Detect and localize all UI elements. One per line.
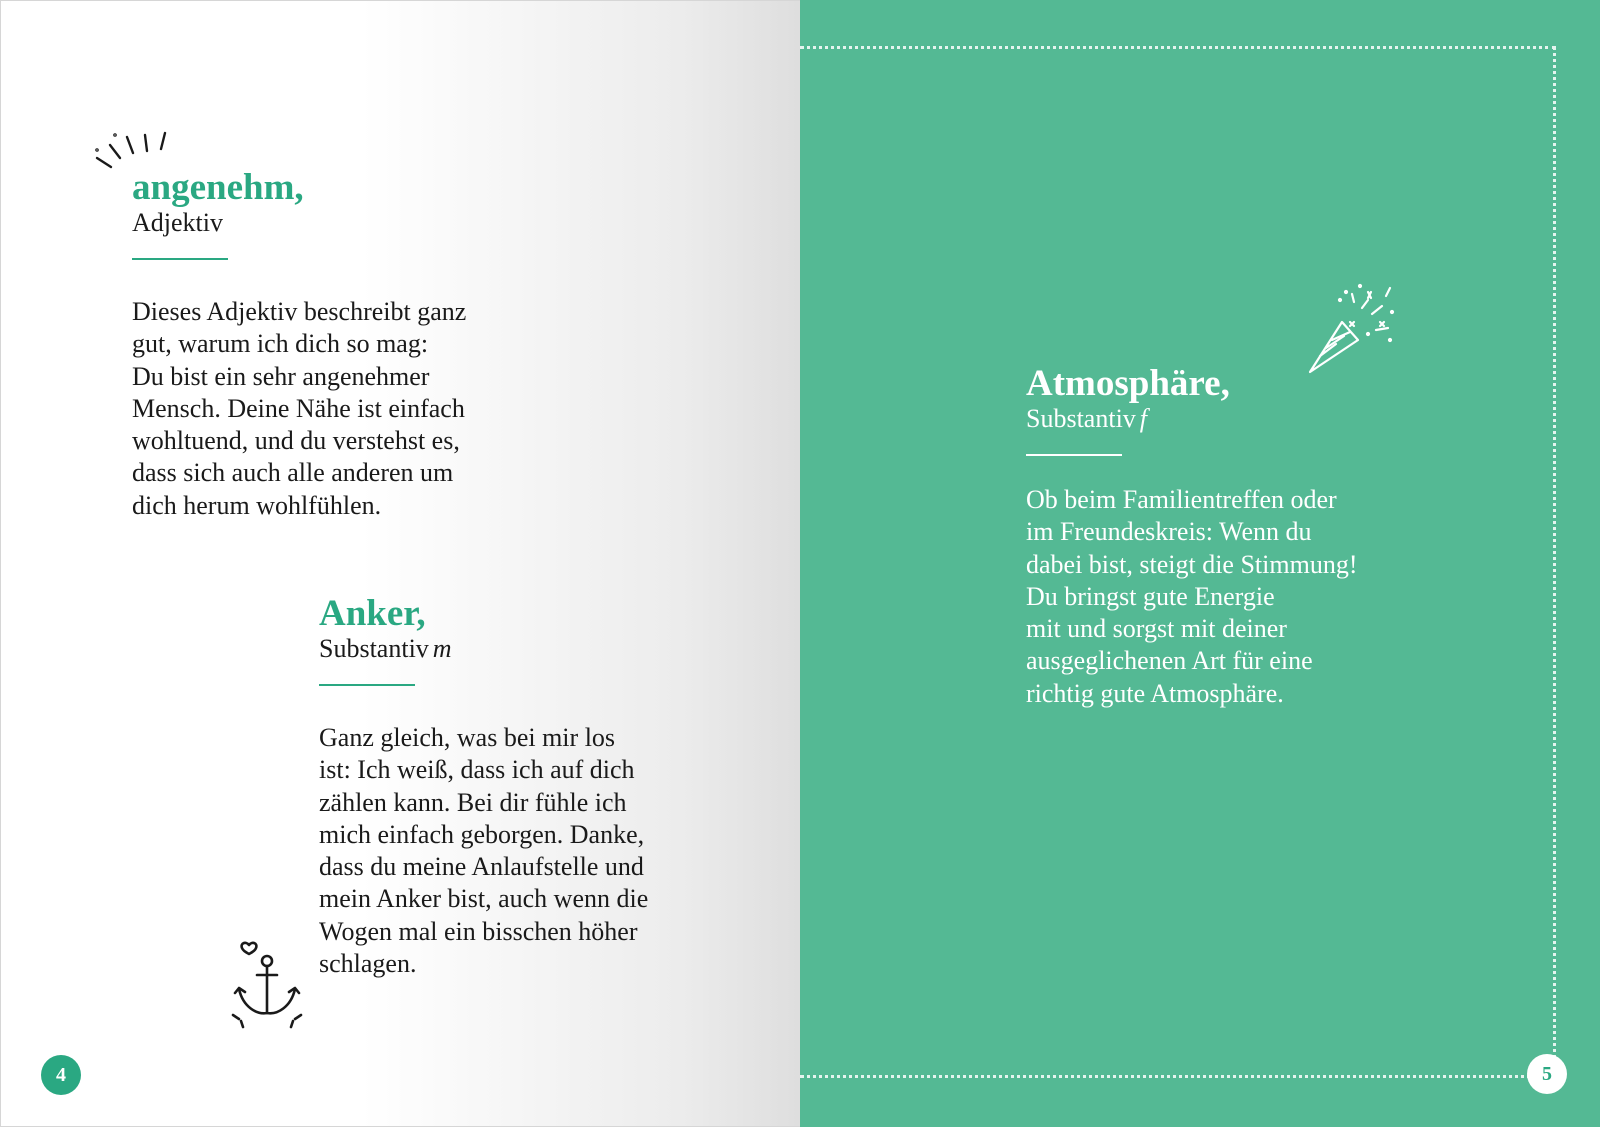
divider-rule (132, 258, 228, 260)
gender-marker: m (432, 634, 452, 663)
page-number: 4 (41, 1055, 81, 1095)
pos-label: Substantiv (1026, 404, 1136, 433)
headword: angenehm, (132, 167, 304, 208)
part-of-speech (1026, 404, 1526, 434)
pos-label: Substantiv (319, 634, 429, 663)
headword: Atmosphäre, (1026, 363, 1230, 404)
party-hat-confetti-icon (1306, 282, 1396, 376)
gender-marker: f (1139, 404, 1148, 433)
definition-text: Ganz gleich, was bei mir los ist: Ich weiß, dass ich auf dich zählen kann. Bei dir fühle ich mich einfach geborgen. Danke, dass du meine Anlaufstelle und mein Anker bist, auch wenn die Wogen mal ein bisschen höher schlagen. (319, 723, 649, 979)
definition-text: Dieses Adjektiv beschreibt ganz gut, warum ich dich so mag: Du bist ein sehr angenehmer Mensch. Deine Nähe ist einfach wohltuend, und du verstehst es, dass sich auch alle anderen um dich herum wohlfühlen. (132, 297, 467, 520)
entry-angenehm (132, 168, 552, 522)
divider-rule (1026, 454, 1122, 456)
sparkle-rays-icon (93, 123, 173, 173)
entry-atmosphaere (1026, 364, 1526, 710)
part-of-speech (132, 208, 552, 238)
anchor-with-heart-icon (231, 939, 303, 1029)
pos-label: Adjektiv (132, 208, 223, 237)
entry-anker (319, 594, 739, 980)
part-of-speech (319, 634, 739, 664)
headword: Anker, (319, 593, 426, 634)
right-page (800, 0, 1600, 1127)
definition-text: Ob beim Familientreffen oder im Freundeskreis: Wenn du dabei bist, steigt die Stimmung! Du bringst gute Energie mit und sorgst mit deiner ausgeglichenen Art für eine richtig gute Atmosphäre. (1026, 485, 1358, 708)
page-number: 5 (1527, 1054, 1567, 1094)
divider-rule (319, 684, 415, 686)
